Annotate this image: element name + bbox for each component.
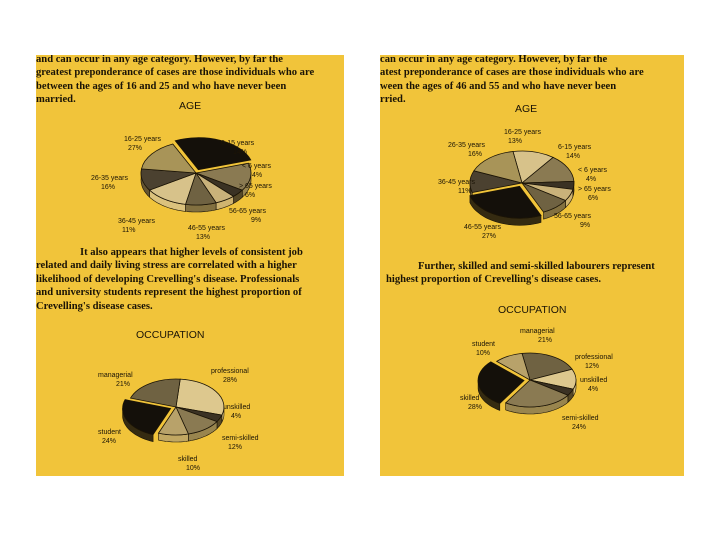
pie-category-label-1-0: professional xyxy=(211,368,249,375)
pie-category-label-0-4: 56-65 years xyxy=(229,208,266,215)
right-intro-line-4: rried. xyxy=(380,94,406,106)
pie-value-label-2-7: 16% xyxy=(468,151,483,158)
pie-value-label-0-0: 27% xyxy=(128,145,143,152)
pie-category-label-0-6: 36-45 years xyxy=(118,218,155,225)
left-intro-line-3: between the ages of 16 and 25 and who have never been xyxy=(36,80,287,92)
pie-category-label-1-3: skilled xyxy=(178,456,198,463)
left-middle-line-3: likelihood of developing Crevelling's disease. Professionals xyxy=(36,273,300,285)
pie-category-label-3-4: skilled xyxy=(460,395,480,402)
right-middle-line-2: highest proportion of Crevelling's disease cases. xyxy=(386,274,602,286)
pie-value-label-0-7: 16% xyxy=(101,184,116,191)
pie-value-label-0-1: 14% xyxy=(233,149,248,156)
pie-category-label-0-2: < 6 years xyxy=(242,163,271,170)
pie-category-label-0-3: > 65 years xyxy=(239,183,272,190)
pie-category-label-2-3: > 65 years xyxy=(578,186,611,193)
pie-category-label-1-5: managerial xyxy=(98,372,133,379)
pie-category-label-2-0: 16-25 years xyxy=(504,129,541,136)
pie-value-label-1-0: 28% xyxy=(223,377,238,384)
pie-value-label-2-0: 13% xyxy=(508,138,523,145)
pie-value-label-1-4: 24% xyxy=(102,438,117,445)
pie-category-label-1-4: student xyxy=(98,429,121,436)
pie-category-label-3-2: unskilled xyxy=(580,377,608,384)
pie-category-label-3-1: professional xyxy=(575,354,613,361)
pie-value-label-0-3: 6% xyxy=(245,192,256,199)
left-middle-line-1: It also appears that higher levels of consistent job xyxy=(80,247,303,258)
pie-category-label-0-1: 6-15 years xyxy=(221,140,255,147)
left-age-chart-title: AGE xyxy=(179,100,202,112)
pie-category-label-3-0: managerial xyxy=(520,328,555,335)
pie-value-label-3-2: 4% xyxy=(588,386,599,393)
left-intro-line-1: and can occur in any age category. However, by far the xyxy=(36,55,283,65)
pie-value-label-2-4: 9% xyxy=(580,222,591,229)
left-intro-line-4: married. xyxy=(36,94,76,106)
pie-value-label-0-4: 9% xyxy=(251,217,262,224)
pie-category-label-2-4: 56-65 years xyxy=(554,213,591,220)
pie-chart-0 xyxy=(91,136,272,241)
pie-category-label-2-1: 6-15 years xyxy=(558,144,592,151)
left-page xyxy=(36,55,344,476)
pie-category-label-2-2: < 6 years xyxy=(578,167,607,174)
pie-value-label-1-1: 4% xyxy=(231,413,242,420)
right-middle-line-1: Further, skilled and semi-skilled labourers represent xyxy=(418,261,655,272)
right-occupation-chart-title: OCCUPATION xyxy=(498,304,567,316)
pie-chart-3 xyxy=(460,328,613,431)
pie-category-label-0-0: 16-25 years xyxy=(124,136,161,143)
pie-chart-2 xyxy=(438,129,611,240)
pie-value-label-1-3: 10% xyxy=(186,465,201,472)
right-intro-line-3: ween the ages of 46 and 55 and who have never been xyxy=(380,80,617,92)
right-page xyxy=(380,55,684,476)
pie-category-label-2-7: 26-35 years xyxy=(448,142,485,149)
pie-value-label-3-4: 28% xyxy=(468,404,483,411)
pie-value-label-2-5: 27% xyxy=(482,233,497,240)
pie-value-label-0-6: 11% xyxy=(122,227,136,234)
pie-category-label-0-5: 46-55 years xyxy=(188,225,225,232)
pie-value-label-1-2: 12% xyxy=(228,444,243,451)
pie-value-label-3-0: 21% xyxy=(538,337,553,344)
left-middle-line-4: and university students represent the highest proportion of xyxy=(36,287,302,299)
pie-category-label-3-5: student xyxy=(472,341,495,348)
right-intro-line-1: can occur in any age category. However, by far the xyxy=(380,55,608,65)
pie-category-label-0-7: 26-35 years xyxy=(91,175,128,182)
pie-category-label-1-1: unskilled xyxy=(223,404,251,411)
pie-value-label-2-3: 6% xyxy=(588,195,599,202)
left-middle-line-5: Crevelling's disease cases. xyxy=(36,300,153,312)
left-occupation-chart-title: OCCUPATION xyxy=(136,329,205,341)
pie-value-label-2-6: 11% xyxy=(458,188,472,195)
pie-category-label-2-5: 46-55 years xyxy=(464,224,501,231)
right-charts-svg xyxy=(380,55,684,476)
pie-value-label-2-1: 14% xyxy=(566,153,581,160)
pie-category-label-2-6: 36-45 years xyxy=(438,179,475,186)
left-middle-line-2: related and daily living stress are correlated with a higher xyxy=(36,260,297,272)
left-charts-svg xyxy=(36,55,344,476)
pie-category-label-3-3: semi-skilled xyxy=(562,415,599,422)
right-age-chart-title: AGE xyxy=(515,103,538,115)
pie-value-label-1-5: 21% xyxy=(116,381,131,388)
left-intro-line-2: greatest preponderance of cases are those individuals who are xyxy=(36,67,315,79)
pie-value-label-3-3: 24% xyxy=(572,424,587,431)
pie-value-label-3-5: 10% xyxy=(476,350,491,357)
pie-value-label-0-2: 4% xyxy=(252,172,263,179)
pie-value-label-3-1: 12% xyxy=(585,363,600,370)
pie-chart-1 xyxy=(98,368,259,472)
pie-value-label-2-2: 4% xyxy=(586,176,597,183)
pie-value-label-0-5: 13% xyxy=(196,234,211,241)
right-intro-line-2: atest preponderance of cases are those individuals who are xyxy=(380,67,644,79)
pie-category-label-1-2: semi-skilled xyxy=(222,435,259,442)
